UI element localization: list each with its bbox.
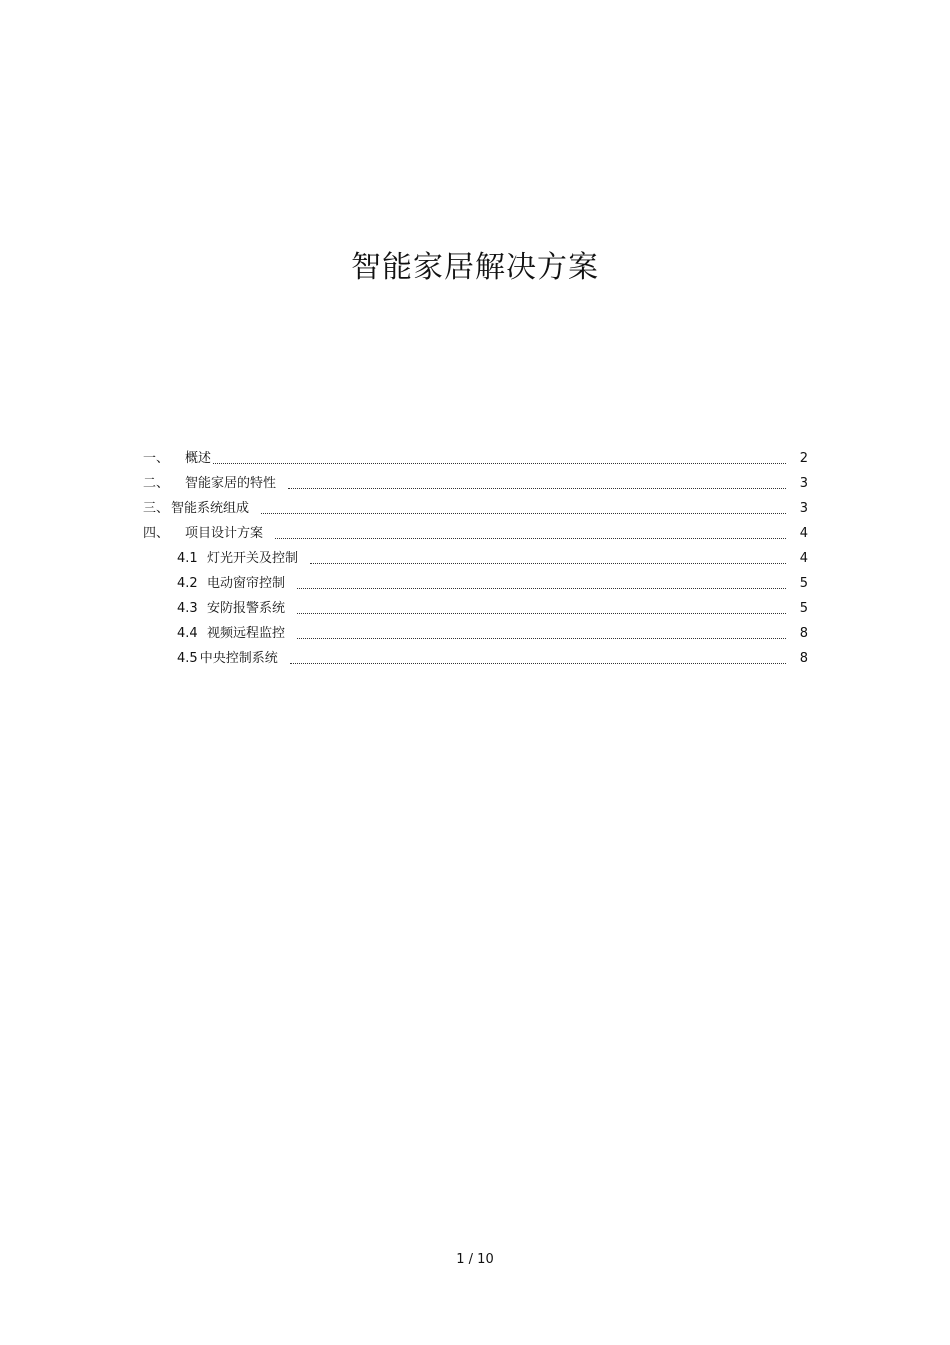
toc-entry-number: 4.2 [177,576,198,591]
toc-dot-leader [297,587,786,589]
toc-entry[interactable] [143,493,808,518]
toc-entry-label: 灯光开关及控制 [207,551,299,566]
toc-entry-label: 项目设计方案 [185,526,264,541]
toc-entry-number: 4.3 [177,601,198,616]
toc-subentry[interactable] [143,593,808,618]
toc-dot-leader [310,562,786,564]
toc-entry-label: 电动窗帘控制 [207,576,286,591]
toc-entry[interactable] [143,443,808,468]
toc-dot-leader [290,662,786,664]
toc-entry-page: 8 [799,651,808,666]
toc-entry-number: 4.1 [177,551,198,566]
toc-entry-page: 2 [799,451,808,466]
toc-entry-number: 一、 [143,451,170,466]
toc-entry-label: 安防报警系统 [207,601,286,616]
toc-entry-page: 5 [799,576,808,591]
toc-subentry[interactable] [143,643,808,668]
toc-entry-number: 4.4 [177,626,198,641]
toc-entry-number: 二、 [143,476,170,491]
toc-entry[interactable] [143,518,808,543]
toc-dot-leader [213,462,786,464]
toc-dot-leader [297,612,786,614]
page-number-footer: 1 / 10 [456,1252,494,1267]
toc-dot-leader [297,637,786,639]
toc-entry-label: 智能系统组成 [171,501,250,516]
toc-subentry[interactable] [143,543,808,568]
toc-entry-page: 4 [799,551,808,566]
toc-entry-page: 8 [799,626,808,641]
toc-entry-page: 3 [799,476,808,491]
toc-subentry[interactable] [143,618,808,643]
toc-dot-leader [261,512,786,514]
toc-dot-leader [275,537,786,539]
toc-entry-number: 三、 [143,501,170,516]
toc-entry-label: 视频远程监控 [207,626,286,641]
toc-entry-label: 智能家居的特性 [185,476,277,491]
toc-entry-page: 5 [799,601,808,616]
toc-entry-page: 3 [799,501,808,516]
toc-entry-page: 4 [799,526,808,541]
toc-entry[interactable] [143,468,808,493]
toc-entry-label: 概述 [185,451,212,466]
toc-subentry[interactable] [143,568,808,593]
document-title: 智能家居解决方案 [351,250,599,286]
toc-entry-number: 4.5 [177,651,198,666]
toc-entry-number: 四、 [143,526,170,541]
toc-entry-label: 中央控制系统 [199,651,278,666]
table-of-contents [143,443,808,668]
toc-dot-leader [288,487,786,489]
